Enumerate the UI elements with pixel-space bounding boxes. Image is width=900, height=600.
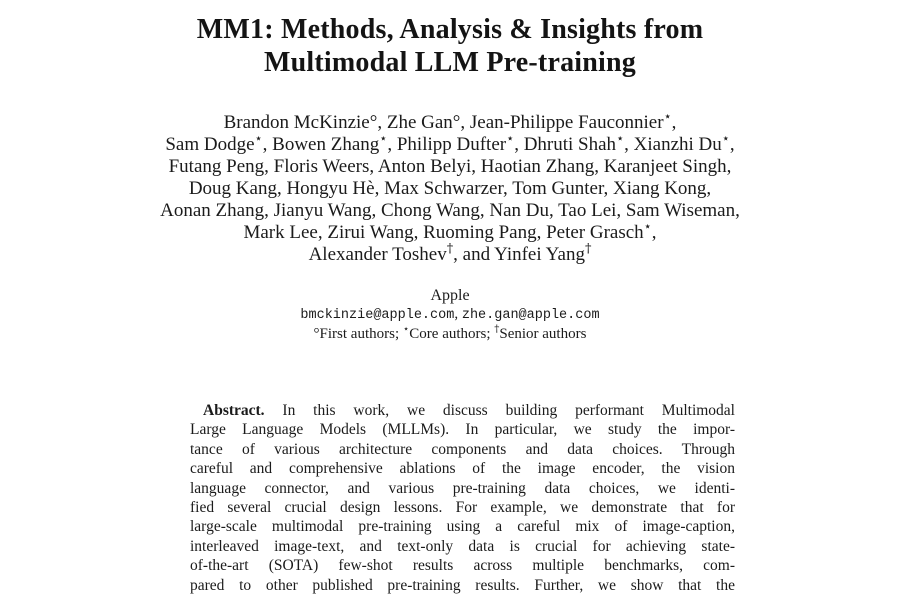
abstract-heading: Abstract. <box>203 402 265 419</box>
author-line <box>0 156 900 178</box>
superscript-marker: † <box>494 324 500 335</box>
text-segment: of-the-art (SOTA) few-shot results across multiple benchmarks, com- <box>190 557 735 575</box>
text-segment: Sam Dodge <box>165 134 255 155</box>
email-address: zhe.gan@apple.com <box>461 308 600 323</box>
text-segment: , Philipp Dufter <box>387 134 507 155</box>
superscript-marker: ⋆ <box>643 219 652 235</box>
abstract-line <box>190 537 735 556</box>
text-segment: Aonan Zhang, Jianyu Wang, Chong Wang, Nan Du, Tao Lei, Sam Wiseman, <box>160 200 740 221</box>
text-segment: fied several crucial design lessons. For example, we demonstrate that for <box>190 499 735 517</box>
author-line <box>0 109 900 134</box>
text-segment: large-scale multimodal pre-training using a careful mix of image-caption, <box>190 518 735 536</box>
superscript-marker: ⋆ <box>379 131 388 147</box>
text-segment: ° <box>452 112 461 133</box>
affiliation-name: Apple <box>430 287 470 304</box>
text-segment: , Jean-Philippe Fauconnier <box>460 112 664 133</box>
author-line <box>0 131 900 156</box>
abstract-line <box>190 498 735 517</box>
text-segment: Core authors; <box>409 326 495 342</box>
text-segment: , <box>671 112 677 133</box>
superscript-marker: ⋆ <box>402 324 410 335</box>
text-segment: ° <box>369 112 378 133</box>
text-segment: In this work, we discuss building performant Multimodal <box>264 402 735 419</box>
text-segment: careful and comprehensive ablations of the image encoder, the vision <box>190 460 735 478</box>
text-segment: Futang Peng, Floris Weers, Anton Belyi, Haotian Zhang, Karanjeet Singh, <box>168 156 732 177</box>
abstract-line <box>190 556 735 575</box>
abstract-line <box>190 440 735 459</box>
text-segment: Mark Lee, Zirui Wang, Ruoming Pang, Peter Grasch <box>243 222 644 243</box>
abstract-line <box>190 401 735 420</box>
text-segment: , Bowen Zhang <box>262 134 380 155</box>
text-segment: , Xianzhi Du <box>624 134 722 155</box>
author-list <box>0 109 900 266</box>
text-segment: Large Language Models (MLLMs). In particular, we study the impor- <box>190 421 735 439</box>
abstract-line <box>190 576 735 595</box>
email-address: bmckinzie@apple.com <box>300 308 455 323</box>
paper-title <box>0 13 900 79</box>
abstract-paragraph <box>190 401 735 595</box>
abstract-line <box>190 459 735 478</box>
text-segment: , Dhruti Shah <box>514 134 617 155</box>
superscript-marker: † <box>446 241 454 257</box>
abstract-line <box>190 479 735 498</box>
superscript-marker: ⋆ <box>254 131 263 147</box>
text-segment: interleaved image-text, and text-only data is crucial for achieving state- <box>190 537 735 555</box>
affiliation-block <box>0 286 900 344</box>
text-segment: , <box>454 306 462 322</box>
author-line <box>0 241 900 266</box>
author-role-notes <box>0 325 900 344</box>
superscript-marker: ⋆ <box>721 131 730 147</box>
text-segment: Alexander Toshev <box>308 244 447 265</box>
superscript-marker: ⋆ <box>616 131 625 147</box>
superscript-marker: ⋆ <box>506 131 515 147</box>
superscript-marker: ⋆ <box>663 109 672 125</box>
text-segment: °First authors; <box>313 326 403 342</box>
text-segment: , and Yinfei Yang <box>453 244 585 265</box>
author-line <box>0 200 900 222</box>
text-segment: Doug Kang, Hongyu Hè, Max Schwarzer, Tom Gunter, Xiang Kong, <box>188 178 712 199</box>
text-segment: Brandon McKinzie <box>223 112 370 133</box>
abstract-line <box>190 517 735 536</box>
text-segment: pared to other published pre-training results. Further, we show that the <box>190 576 735 594</box>
text-segment: tance of various architecture components and data choices. Through <box>190 440 735 458</box>
text-segment: , Zhe Gan <box>377 112 453 133</box>
text-segment: , <box>729 134 735 155</box>
text-segment: , <box>651 222 657 243</box>
text-segment: language connector, and various pre-training data choices, we identi- <box>190 479 735 497</box>
author-line <box>0 178 900 200</box>
author-emails <box>0 305 900 325</box>
superscript-marker: † <box>584 241 592 257</box>
text-segment: Senior authors <box>499 326 587 342</box>
paper-title-line-2: Multimodal LLM Pre-training <box>264 47 636 78</box>
abstract-line <box>190 420 735 439</box>
paper-title-line-1: MM1: Methods, Analysis & Insights from <box>196 14 704 45</box>
